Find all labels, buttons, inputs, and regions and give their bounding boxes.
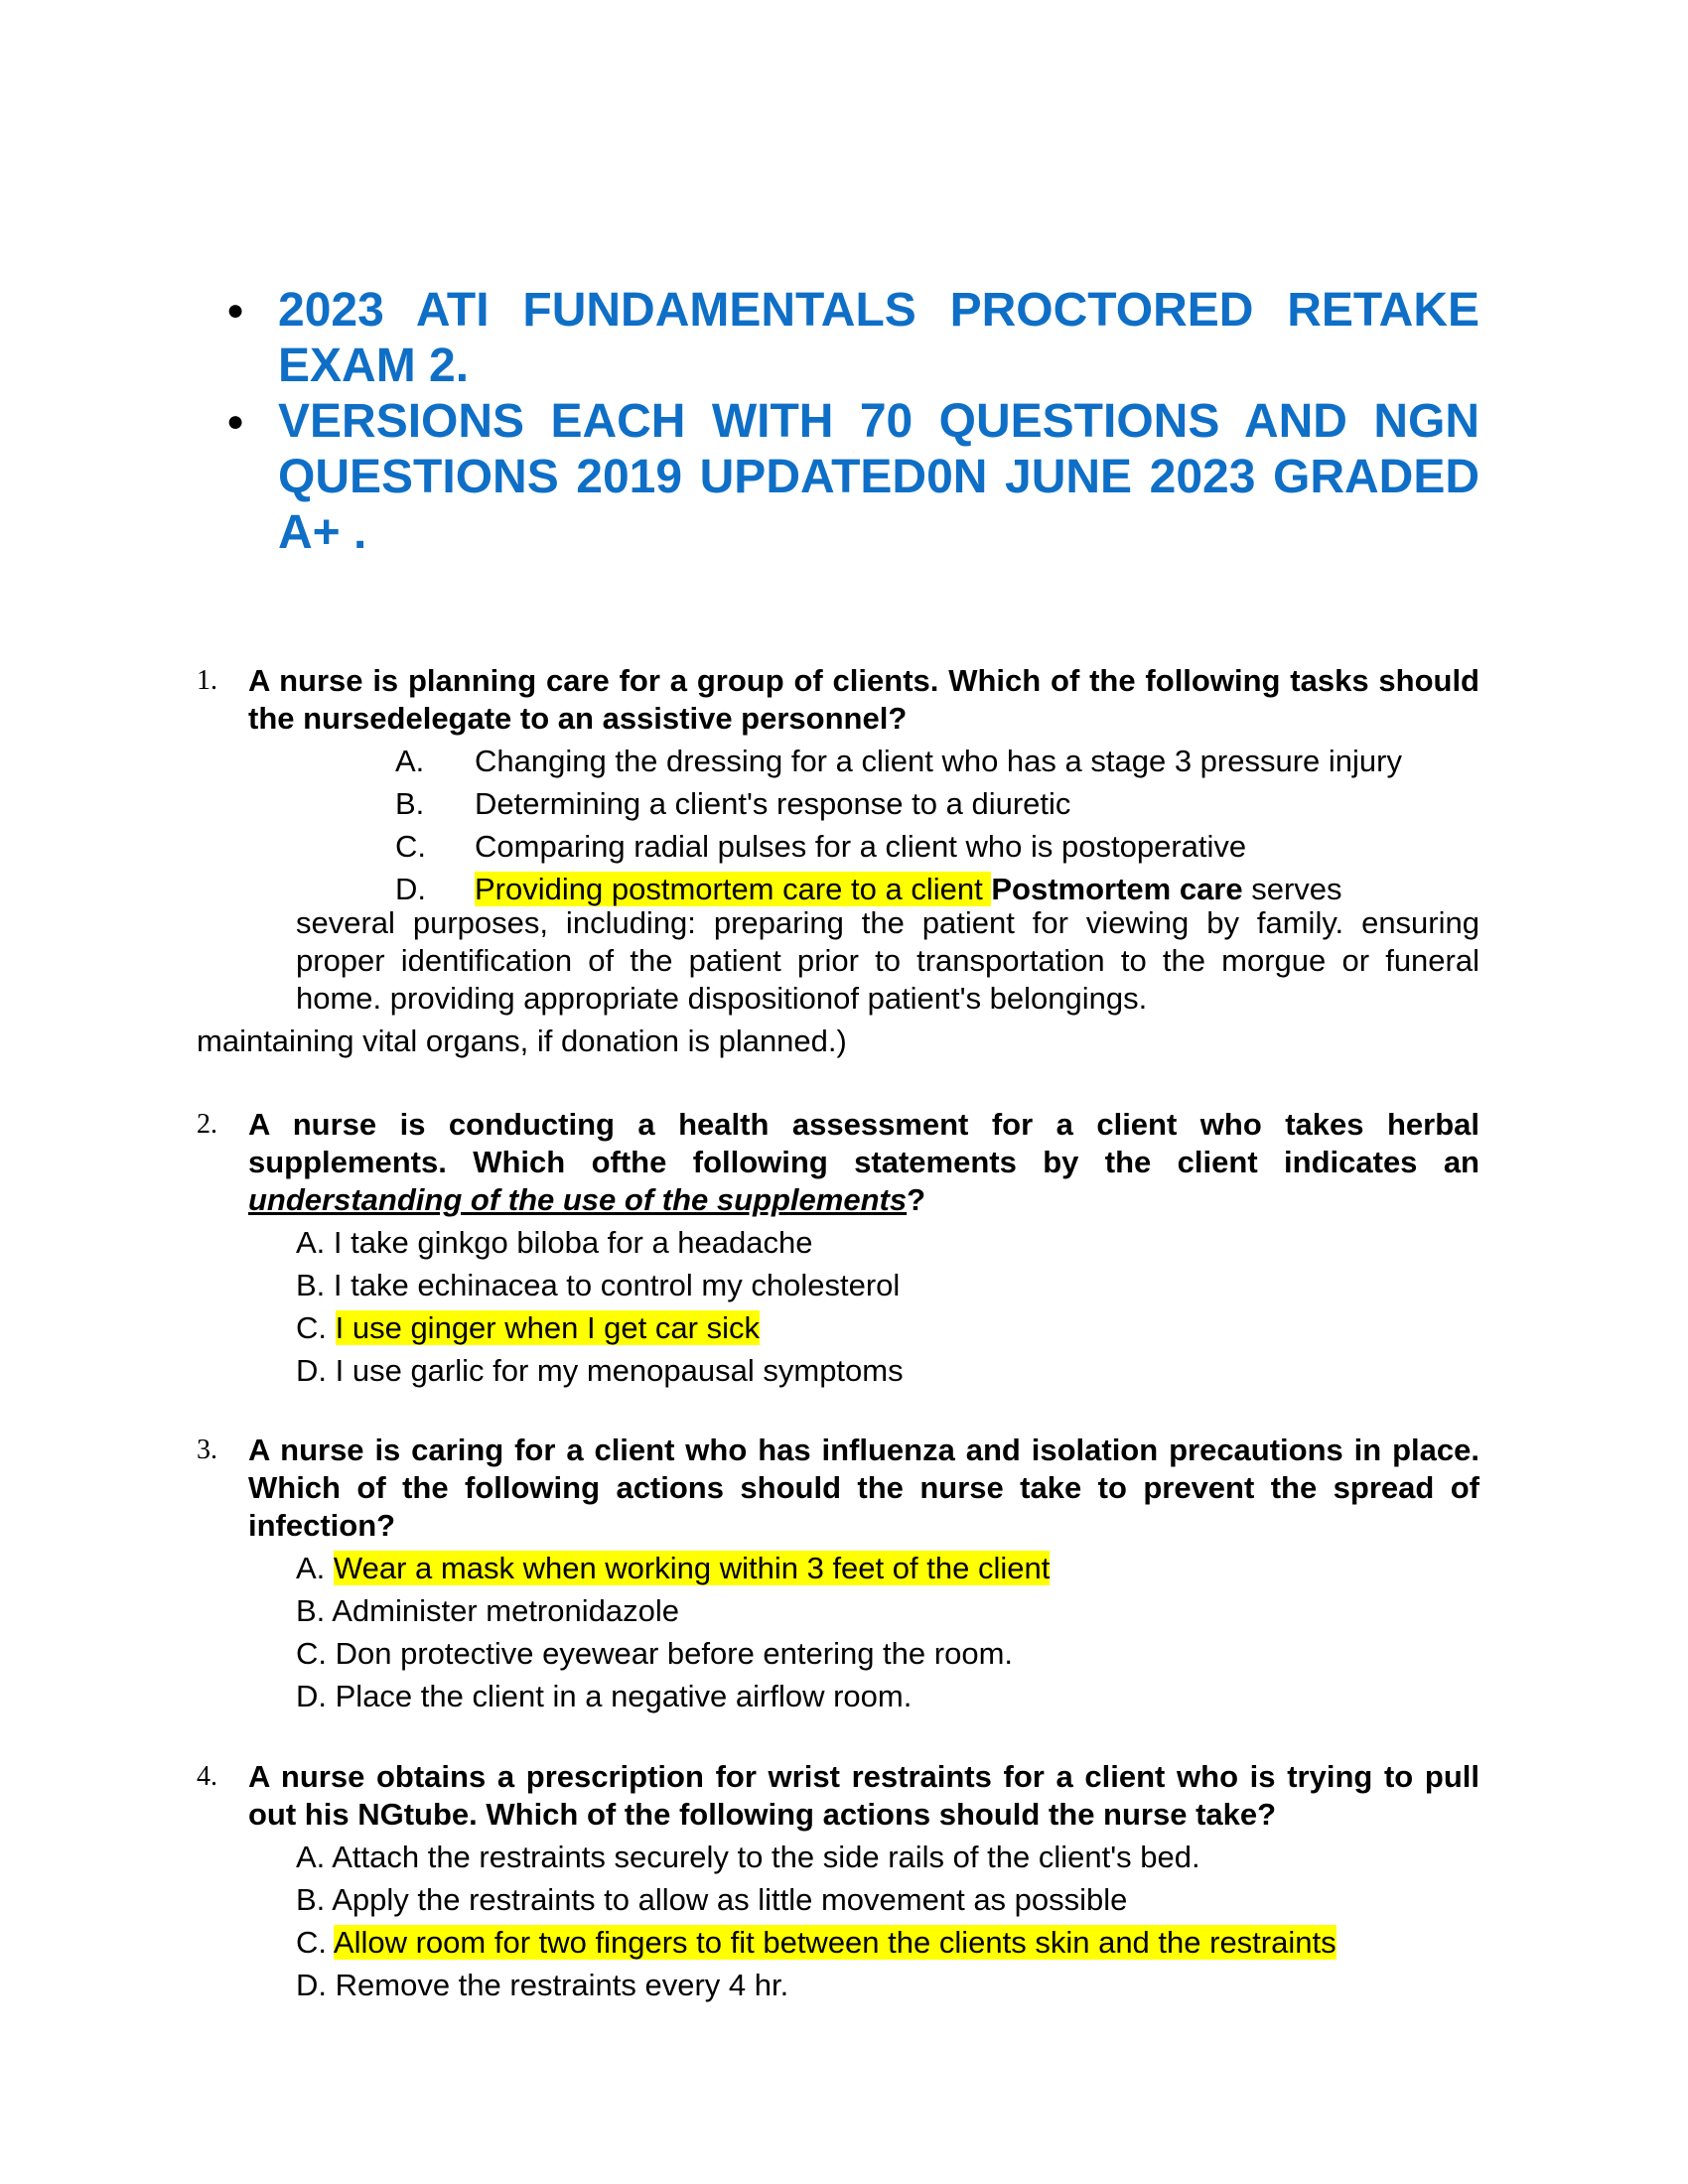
option-b: B. Apply the restraints to allow as little movement as possible <box>296 1882 1128 1917</box>
options-list <box>197 1221 1479 1392</box>
option-b: B. Administer metronidazole <box>296 1593 679 1628</box>
question-2 <box>197 1106 1479 1392</box>
question-number: 2. <box>197 1109 217 1140</box>
title-item-2 <box>226 394 1479 561</box>
title-list <box>226 283 1479 561</box>
option-a-answer: A. Wear a mask when working within 3 feet of the client <box>296 1551 1051 1585</box>
option-c-answer: C. I use ginger when I get car sick <box>296 1310 760 1345</box>
answer-highlight: Allow room for two fingers to fit between the clients skin and the restraints <box>333 1925 1336 1960</box>
option-d: D. Remove the restraints every 4 hr. <box>296 1968 789 2002</box>
option-a: A. Changing the dressing for a client who has a stage 3 pressure injury <box>395 744 1402 778</box>
question-4 <box>197 1758 1479 2006</box>
answer-explanation: several purposes, including: preparing the patient for viewing by family. ensuring proper identification of the patient prior to transportation to the morgue or funeral home. providing appropriate dispositionof patient's belongings. <box>296 905 1479 1016</box>
question-stem: A nurse is conducting a health assessment for a client who takes herbal supplements. Which ofthe following statements by the client indicates an understanding of the use of the supplements? <box>248 1107 1479 1217</box>
option-b: B. I take echinacea to control my cholesterol <box>296 1268 901 1302</box>
question-number: 4. <box>197 1761 217 1792</box>
option-b: B. Determining a client's response to a diuretic <box>395 786 1071 821</box>
option-d: D. I use garlic for my menopausal symptoms <box>296 1353 904 1388</box>
title-line-2: VERSIONS EACH WITH 70 QUESTIONS AND NGN QUESTIONS 2019 UPDATED0N JUNE 2023 GRADED A+ . <box>278 395 1479 559</box>
options-list <box>197 740 1479 910</box>
question-number: 1. <box>197 665 217 696</box>
answer-highlight: I use ginger when I get car sick <box>335 1310 760 1345</box>
question-1 <box>197 662 1479 910</box>
answer-explanation-tail: maintaining vital organs, if donation is planned.) <box>197 1024 847 1058</box>
title-line-1: 2023 ATI FUNDAMENTALS PROCTORED RETAKE EXAM 2. <box>278 284 1479 392</box>
option-a: A. I take ginkgo biloba for a headache <box>296 1225 813 1260</box>
answer-highlight: Providing postmortem care to a client <box>475 872 992 906</box>
option-d-answer: D. Providing postmortem care to a client Postmortem care serves <box>395 872 1342 906</box>
title-item-1 <box>226 283 1479 394</box>
option-a: A. Attach the restraints securely to the side rails of the client's bed. <box>296 1840 1200 1874</box>
option-d: D. Place the client in a negative airflow room. <box>296 1679 913 1713</box>
option-c: C. Don protective eyewear before entering the room. <box>296 1636 1014 1671</box>
question-3 <box>197 1432 1479 1717</box>
explain-term: Postmortem care <box>991 872 1243 906</box>
bullet-icon: ● <box>226 294 245 327</box>
options-list <box>197 1836 1479 2006</box>
question-number: 3. <box>197 1434 217 1465</box>
question-stem: A nurse obtains a prescription for wrist restraints for a client who is trying to pull out his NGtube. Which of the following actions should the nurse take? <box>248 1759 1479 1832</box>
question-stem: A nurse is planning care for a group of clients. Which of the following tasks should the nursedelegate to an assistive personnel? <box>248 663 1479 736</box>
option-c-answer: C. Allow room for two fingers to fit between the clients skin and the restraints <box>296 1925 1336 1960</box>
answer-highlight: Wear a mask when working within 3 feet of the client <box>333 1551 1051 1585</box>
bullet-icon: ● <box>226 405 245 438</box>
option-c: C. Comparing radial pulses for a client who is postoperative <box>395 829 1247 864</box>
stem-emphasis: understanding of the use of the supplements <box>248 1182 908 1217</box>
question-stem: A nurse is caring for a client who has influenza and isolation precautions in place. Which of the following actions should the nurse take to prevent the spread of infection? <box>248 1433 1479 1543</box>
options-list <box>197 1547 1479 1717</box>
